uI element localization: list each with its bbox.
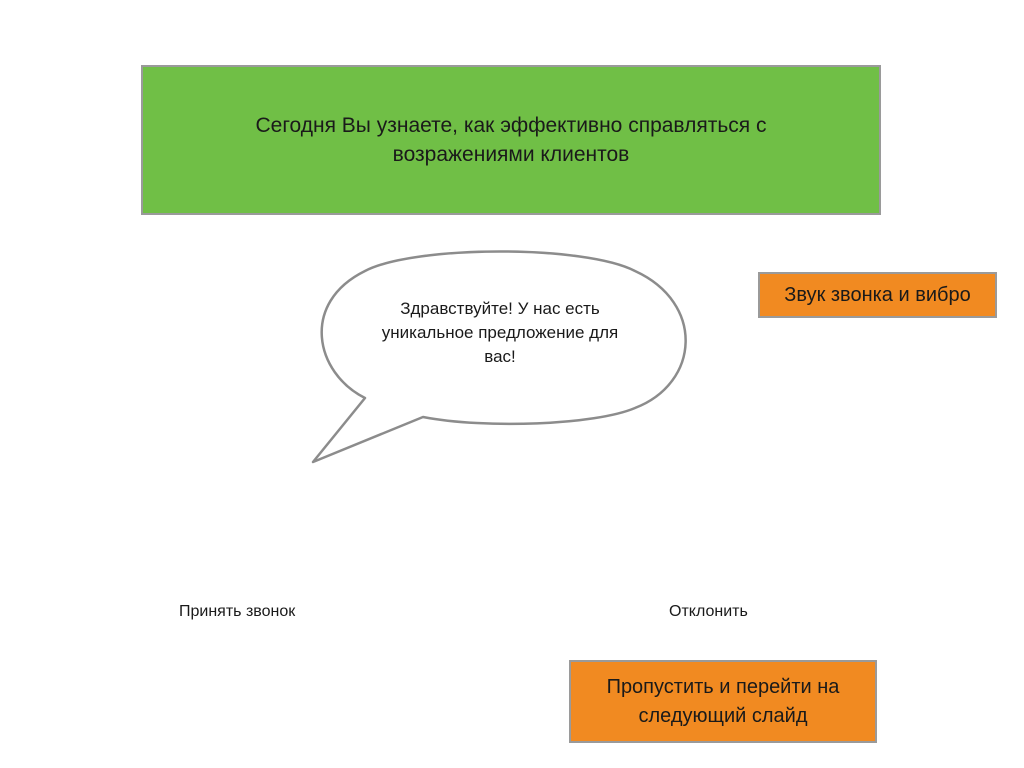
decline-call-button[interactable]: Отклонить bbox=[669, 603, 748, 620]
accept-call-button[interactable]: Принять звонок bbox=[179, 603, 296, 620]
speech-bubble bbox=[305, 243, 695, 468]
intro-banner bbox=[141, 65, 881, 215]
speech-bubble-text: Здравствуйте! У нас есть уникальное предложение для вас! bbox=[381, 299, 619, 366]
intro-banner-text: Сегодня Вы узнаете, как эффективно справляться с возражениями клиентов bbox=[255, 114, 767, 166]
skip-to-next-slide-button[interactable]: Пропустить и перейти на следующий слайд bbox=[569, 660, 877, 743]
sound-vibro-button[interactable]: Звук звонка и вибро bbox=[758, 272, 997, 318]
